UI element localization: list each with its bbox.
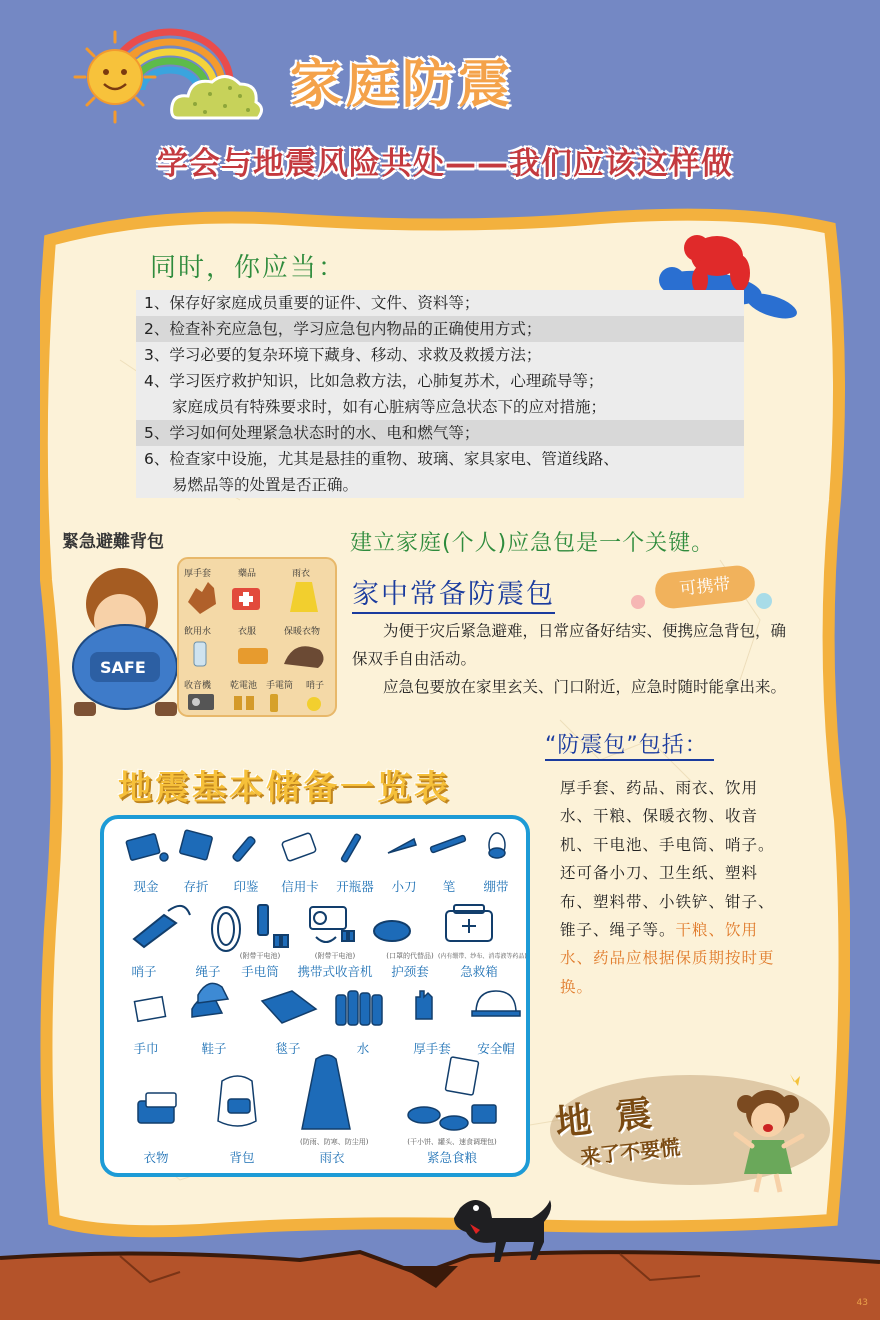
duty-text: 3、学习必要的复杂环境下藏身、移动、求救及救援方法； bbox=[144, 346, 542, 364]
supply-label: 手电筒 bbox=[241, 964, 279, 979]
clothes-icon bbox=[238, 648, 268, 664]
shoes-icon bbox=[192, 983, 228, 1017]
credit-card-icon bbox=[281, 832, 316, 861]
emergency-bag-label: 緊急避難背包 bbox=[62, 532, 164, 552]
bandage-icon bbox=[489, 833, 505, 858]
whistle-icon bbox=[134, 906, 190, 947]
supply-label: 手巾 bbox=[133, 1041, 159, 1056]
duty-item bbox=[136, 368, 744, 420]
supply-label: 衣物 bbox=[143, 1150, 169, 1165]
portable-radio-icon bbox=[310, 907, 354, 942]
flashlight-icon bbox=[258, 905, 288, 947]
duty-item bbox=[136, 342, 744, 368]
supply-table bbox=[100, 815, 530, 1177]
passbook-icon bbox=[179, 830, 212, 860]
supply-note: (附带干电池) bbox=[239, 952, 281, 960]
duties-list bbox=[136, 290, 744, 498]
bubble-decoration bbox=[630, 588, 780, 618]
supply-label: 护颈套 bbox=[391, 964, 429, 979]
duty-item bbox=[136, 420, 744, 446]
radio-icon bbox=[188, 694, 214, 710]
includes-heading: “防震包”包括： bbox=[545, 728, 714, 761]
quake-slogan bbox=[553, 1090, 682, 1170]
duty-text: 5、学习如何处理紧急状态时的水、电和燃气等； bbox=[144, 424, 480, 442]
quake-small-text: 来了不要慌 bbox=[579, 1134, 682, 1170]
seal-icon bbox=[232, 836, 256, 863]
supply-label: 笔 bbox=[442, 879, 456, 894]
boy-with-backpack-icon bbox=[73, 568, 177, 716]
supply-note: (防雨、防寒、防尘用) bbox=[300, 1138, 369, 1146]
supply-label: 携带式收音机 bbox=[297, 964, 373, 979]
water-bottle-icon bbox=[194, 642, 206, 666]
kit-item-label: 乾電池 bbox=[230, 681, 258, 691]
water-bottles-icon bbox=[336, 991, 382, 1025]
kit-items-panel bbox=[178, 558, 336, 716]
duty-text-cont: 家庭成员有特殊要求时，如有心脏病等应急状态下的应对措施； bbox=[172, 398, 607, 416]
thick-gloves-icon bbox=[416, 991, 432, 1019]
kit-item-label: 厚手套 bbox=[184, 569, 212, 579]
supply-note: (附带干电池) bbox=[314, 952, 356, 960]
duty-text: 2、检查补充应急包，学习应急包内物品的正确使用方式； bbox=[144, 320, 542, 338]
includes-text bbox=[560, 774, 785, 1001]
supply-label: 存折 bbox=[183, 879, 209, 894]
safety-helmet-icon bbox=[472, 991, 520, 1016]
blanket-icon bbox=[262, 991, 316, 1023]
flashlight-icon bbox=[270, 694, 278, 712]
home-kit-heading: 家中常备防震包 bbox=[352, 572, 555, 614]
supply-label: 印鉴 bbox=[233, 879, 259, 894]
supply-label: 背包 bbox=[229, 1150, 255, 1165]
page-number: 43 bbox=[856, 1298, 868, 1308]
key-statement: 建立家庭(个人)应急包是一个关键。 bbox=[350, 531, 715, 556]
duty-text-cont: 易燃品等的处置是否正确。 bbox=[172, 476, 359, 494]
black-dog-icon bbox=[440, 1188, 560, 1268]
supply-row-1-icons bbox=[104, 819, 526, 1173]
supply-label: 哨子 bbox=[131, 964, 157, 979]
includes-list: 厚手套、药品、雨衣、饮用水、干粮、保暖衣物、收音机、干电池、手电筒、哨子。还可备小刀、卫生纸、塑料布、塑料带、小铁铲、钳子、锥子、绳子等。 bbox=[560, 779, 775, 940]
supply-label: 鞋子 bbox=[201, 1041, 227, 1056]
kit-item-label: 哨子 bbox=[306, 681, 325, 691]
supply-label: 雨衣 bbox=[319, 1150, 345, 1165]
supply-label: 绷带 bbox=[483, 879, 509, 894]
supply-list-title: 地震基本储备一览表 bbox=[118, 768, 451, 808]
portable-badge: 可携带 bbox=[653, 564, 756, 610]
sun-rainbow-decoration bbox=[70, 22, 270, 132]
kit-paragraph-1: 为便于灾后紧急避难，日常应备好结实、便携应急背包，确保双手自由活动。 bbox=[352, 622, 787, 668]
cloud-icon bbox=[172, 76, 262, 118]
neck-brace-icon bbox=[374, 921, 410, 941]
kit-item-label: 雨衣 bbox=[292, 569, 311, 579]
supply-label: 毯子 bbox=[275, 1041, 301, 1056]
supply-label: 现金 bbox=[133, 879, 159, 894]
supply-note: (口罩的代替品) bbox=[386, 952, 434, 960]
rope-icon bbox=[212, 907, 240, 951]
emergency-food-icon bbox=[408, 1057, 496, 1130]
supply-label: 小刀 bbox=[391, 879, 417, 894]
supply-note: (干小饼、罐头、速食调理包) bbox=[407, 1138, 497, 1146]
emergency-bag-illustration bbox=[60, 552, 340, 722]
kit-item-label: 收音機 bbox=[184, 681, 212, 691]
kit-item-label: 保暖衣物 bbox=[284, 627, 321, 637]
knife-icon bbox=[388, 839, 416, 853]
duty-text: 6、检查家中设施，尤其是悬挂的重物、玻璃、家具家电、管道线路、 bbox=[144, 450, 619, 468]
includes-warning: 干粮、饮用水、药品应根据保质期按时更换。 bbox=[560, 921, 775, 996]
kit-paragraph-2: 应急包要放在家里玄关、门口附近，应急时随时能拿出来。 bbox=[383, 678, 787, 696]
kit-item-label: 衣服 bbox=[238, 627, 257, 637]
first-aid-kit-icon bbox=[446, 905, 492, 941]
supply-label: 紧急食粮 bbox=[426, 1150, 477, 1165]
page-subtitle: 学会与地震风险共处——我们应该这样做 bbox=[157, 146, 733, 182]
supply-label: 安全帽 bbox=[477, 1041, 515, 1056]
duty-text: 4、学习医疗救护知识，比如急救方法，心肺复苏术，心理疏导等； bbox=[144, 372, 604, 390]
supply-label: 急救箱 bbox=[460, 964, 498, 979]
backpack-icon bbox=[218, 1076, 256, 1126]
medicine-box-icon bbox=[232, 588, 260, 610]
bag-safe-text: SAFE bbox=[100, 658, 146, 677]
whistle-icon bbox=[307, 697, 321, 711]
supply-label: 绳子 bbox=[195, 964, 221, 979]
towel-icon bbox=[134, 997, 165, 1022]
cash-icon bbox=[126, 833, 168, 861]
supply-label: 水 bbox=[356, 1041, 370, 1056]
bottle-opener-icon bbox=[341, 834, 361, 863]
supply-label: 信用卡 bbox=[281, 879, 319, 894]
supply-note: (内有绷带、纱布、消毒液等药品) bbox=[438, 953, 527, 960]
raincoat-icon bbox=[302, 1055, 350, 1129]
pen-icon bbox=[430, 835, 466, 853]
duty-item bbox=[136, 290, 744, 316]
supply-label: 厚手套 bbox=[413, 1041, 451, 1056]
duty-item bbox=[136, 446, 744, 498]
clothes-icon bbox=[138, 1093, 176, 1123]
kit-item-label: 飲用水 bbox=[184, 627, 212, 637]
kit-item-label: 藥品 bbox=[238, 569, 257, 579]
quake-big-text: 地 震 bbox=[553, 1092, 660, 1145]
duty-item bbox=[136, 316, 744, 342]
duty-text: 1、保存好家庭成员重要的证件、文件、资料等； bbox=[144, 294, 480, 312]
supply-label: 开瓶器 bbox=[336, 879, 374, 894]
kit-item-label: 手電筒 bbox=[266, 681, 294, 691]
duties-heading: 同时，你应当： bbox=[150, 253, 347, 283]
page-title: 家庭防震 bbox=[290, 55, 515, 115]
